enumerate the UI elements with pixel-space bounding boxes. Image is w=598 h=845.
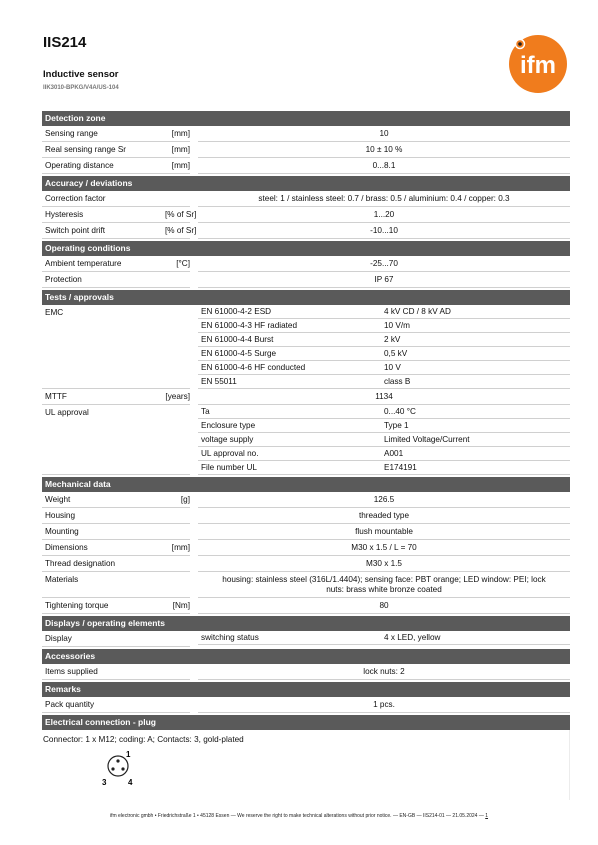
spec-gap [190, 540, 198, 556]
spec-subkey: EN 61000-4-4 Burst [198, 333, 383, 347]
spec-unit [165, 508, 190, 524]
spec-subrow [198, 419, 570, 433]
spec-subrow [198, 461, 570, 475]
spec-unit [165, 405, 190, 475]
spec-unit: [°C] [165, 256, 190, 272]
brand-wordmark: ifm [520, 52, 556, 79]
spec-gap [190, 572, 198, 598]
section-header: Tests / approvals [42, 290, 570, 305]
spec-gap [190, 389, 198, 405]
spec-unit: [g] [165, 492, 190, 508]
spec-label: EMC [42, 305, 165, 389]
spec-value: M30 x 1.5 / L = 70 [198, 540, 570, 556]
spec-value: flush mountable [198, 524, 570, 540]
spec-subkey: EN 61000-4-6 HF conducted [198, 361, 383, 375]
spec-label: Operating distance [42, 158, 165, 174]
spec-subrow [198, 433, 570, 447]
article-code: IIK3010-BPKG/V4A/US-104 [43, 85, 119, 91]
spec-value: 1...20 [198, 207, 570, 223]
spec-label: Display [42, 631, 165, 647]
spec-row [42, 305, 570, 389]
spec-row [42, 207, 570, 223]
section-header: Mechanical data [42, 477, 570, 492]
spec-row [42, 556, 570, 572]
spec-row [42, 572, 570, 598]
spec-row [42, 492, 570, 508]
spec-row [42, 272, 570, 288]
spec-subrow [198, 347, 570, 361]
section-header: Accessories [42, 649, 570, 664]
spec-gap [190, 256, 198, 272]
section-header: Detection zone [42, 111, 570, 126]
spec-subkey: UL approval no. [198, 447, 383, 461]
spec-label: MTTF [42, 389, 165, 405]
spec-value: 1134 [198, 389, 570, 405]
spec-label: Correction factor [42, 191, 165, 207]
spec-subrow [198, 319, 570, 333]
spec-gap [190, 664, 198, 680]
spec-subvalue: 4 x LED, yellow [383, 631, 570, 645]
spec-gap [190, 508, 198, 524]
spec-subrow [198, 447, 570, 461]
spec-label: Materials [42, 572, 165, 598]
spec-row [42, 598, 570, 614]
spec-gap [190, 142, 198, 158]
spec-unit [165, 664, 190, 680]
spec-subvalue: Type 1 [383, 419, 570, 433]
pin-diagram [100, 746, 140, 786]
connection-info [42, 730, 570, 800]
spec-subkey: EN 61000-4-3 HF radiated [198, 319, 383, 333]
spec-value: lock nuts: 2 [198, 664, 570, 680]
spec-subkey: EN 55011 [198, 375, 383, 389]
spec-gap [190, 524, 198, 540]
spec-row [42, 405, 570, 475]
spec-gap [190, 207, 198, 223]
spec-value: steel: 1 / stainless steel: 0.7 / brass: 0.5 / aluminium: 0.4 / copper: 0.3 [198, 191, 570, 207]
spec-value: 10 ± 10 % [198, 142, 570, 158]
spec-subvalue: 4 kV CD / 8 kV AD [383, 305, 570, 319]
spec-label: Dimensions [42, 540, 165, 556]
spec-subrow [198, 375, 570, 389]
spec-sublist [198, 305, 570, 389]
spec-value: threaded type [198, 508, 570, 524]
spec-unit [165, 191, 190, 207]
spec-gap [190, 191, 198, 207]
spec-subvalue: A001 [383, 447, 570, 461]
spec-label: Mounting [42, 524, 165, 540]
spec-row [42, 191, 570, 207]
spec-value: housing: stainless steel (316L/1.4404); sensing face: PBT orange; LED window: PEI; lock nuts: brass white bronze coated [198, 572, 570, 598]
spec-label: Housing [42, 508, 165, 524]
spec-subvalue: 10 V [383, 361, 570, 375]
spec-gap [190, 598, 198, 614]
product-title: IIS214 [43, 34, 87, 51]
spec-value: -10...10 [198, 223, 570, 239]
spec-unit: [Nm] [165, 598, 190, 614]
spec-gap [190, 126, 198, 142]
product-subtitle: Inductive sensor [43, 69, 119, 80]
datasheet-table [42, 109, 570, 800]
spec-label: Hysteresis [42, 207, 165, 223]
spec-gap [190, 272, 198, 288]
spec-subkey: Enclosure type [198, 419, 383, 433]
spec-row [42, 664, 570, 680]
spec-unit: [years] [165, 389, 190, 405]
spec-row [42, 126, 570, 142]
spec-unit: [mm] [165, 158, 190, 174]
spec-subrow [198, 333, 570, 347]
spec-label: Weight [42, 492, 165, 508]
spec-unit: [% of Sr] [165, 207, 190, 223]
spec-value: M30 x 1.5 [198, 556, 570, 572]
section-header: Electrical connection - plug [42, 715, 570, 730]
page-number[interactable]: 1 [485, 813, 489, 819]
spec-subvalue: 10 V/m [383, 319, 570, 333]
pin-label: 3 [102, 778, 107, 786]
spec-unit [165, 631, 190, 647]
spec-gap [190, 305, 198, 389]
spec-subrow [198, 405, 570, 419]
spec-row [42, 142, 570, 158]
spec-gap [190, 556, 198, 572]
spec-value: 0...8.1 [198, 158, 570, 174]
spec-subvalue: E174191 [383, 461, 570, 475]
spec-unit [165, 556, 190, 572]
pin-label: 1 [126, 750, 131, 759]
spec-label: Pack quantity [42, 697, 165, 713]
spec-unit [165, 272, 190, 288]
spec-label: Protection [42, 272, 165, 288]
spec-row [42, 524, 570, 540]
spec-subvalue: 0...40 °C [383, 405, 570, 419]
spec-unit: [mm] [165, 142, 190, 158]
section-header: Displays / operating elements [42, 616, 570, 631]
spec-value: -25...70 [198, 256, 570, 272]
spec-value: 1 pcs. [198, 697, 570, 713]
spec-value: IP 67 [198, 272, 570, 288]
spec-unit: [mm] [165, 540, 190, 556]
spec-label: Real sensing range Sr [42, 142, 165, 158]
spec-subkey: Ta [198, 405, 383, 419]
section-header: Accuracy / deviations [42, 176, 570, 191]
spec-row [42, 540, 570, 556]
spec-subkey: EN 61000-4-2 ESD [198, 305, 383, 319]
spec-value: 126.5 [198, 492, 570, 508]
spec-unit [165, 572, 190, 598]
footer-text: ifm electronic gmbh • Friedrichstraße 1 • 45128 Essen — We reserve the right to make technical alterations without prior notice. — EN-GB — IIS214-01 — 21.05.2024 — [109, 813, 484, 819]
spec-label: Thread designation [42, 556, 165, 572]
connection-text: Connector: 1 x M12; coding: A; Contacts: 3, gold-plated [43, 735, 244, 744]
spec-label: UL approval [42, 405, 165, 475]
spec-gap [190, 697, 198, 713]
spec-subkey: switching status [198, 631, 383, 645]
spec-row [42, 389, 570, 405]
spec-subvalue: class B [383, 375, 570, 389]
ifm-logo [509, 35, 567, 93]
spec-subkey: EN 61000-4-5 Surge [198, 347, 383, 361]
spec-label: Switch point drift [42, 223, 165, 239]
spec-row [42, 508, 570, 524]
spec-unit [165, 524, 190, 540]
spec-row [42, 631, 570, 647]
spec-label: Sensing range [42, 126, 165, 142]
pin-label: 4 [128, 778, 133, 786]
spec-subrow [198, 361, 570, 375]
spec-value: 10 [198, 126, 570, 142]
spec-sublist [198, 631, 570, 647]
spec-value: 80 [198, 598, 570, 614]
spec-subrow [198, 631, 570, 645]
spec-gap [190, 631, 198, 647]
spec-subvalue: 2 kV [383, 333, 570, 347]
spec-unit [165, 697, 190, 713]
spec-gap [190, 405, 198, 475]
spec-row [42, 158, 570, 174]
spec-gap [190, 158, 198, 174]
connector-pinout-icon [100, 746, 140, 786]
spec-label: Tightening torque [42, 598, 165, 614]
spec-subkey: voltage supply [198, 433, 383, 447]
spec-unit: [mm] [165, 126, 190, 142]
spec-unit: [% of Sr] [165, 223, 190, 239]
spec-subvalue: Limited Voltage/Current [383, 433, 570, 447]
spec-subkey: File number UL [198, 461, 383, 475]
spec-row [42, 256, 570, 272]
page-footer [0, 813, 598, 819]
spec-label: Ambient temperature [42, 256, 165, 272]
spec-gap [190, 223, 198, 239]
spec-subrow [198, 305, 570, 319]
spec-unit [165, 305, 190, 389]
spec-subvalue: 0,5 kV [383, 347, 570, 361]
spec-row [42, 223, 570, 239]
spec-row [42, 697, 570, 713]
spec-sublist [198, 405, 570, 475]
spec-label: Items supplied [42, 664, 165, 680]
spec-gap [190, 492, 198, 508]
section-header: Operating conditions [42, 241, 570, 256]
section-header: Remarks [42, 682, 570, 697]
